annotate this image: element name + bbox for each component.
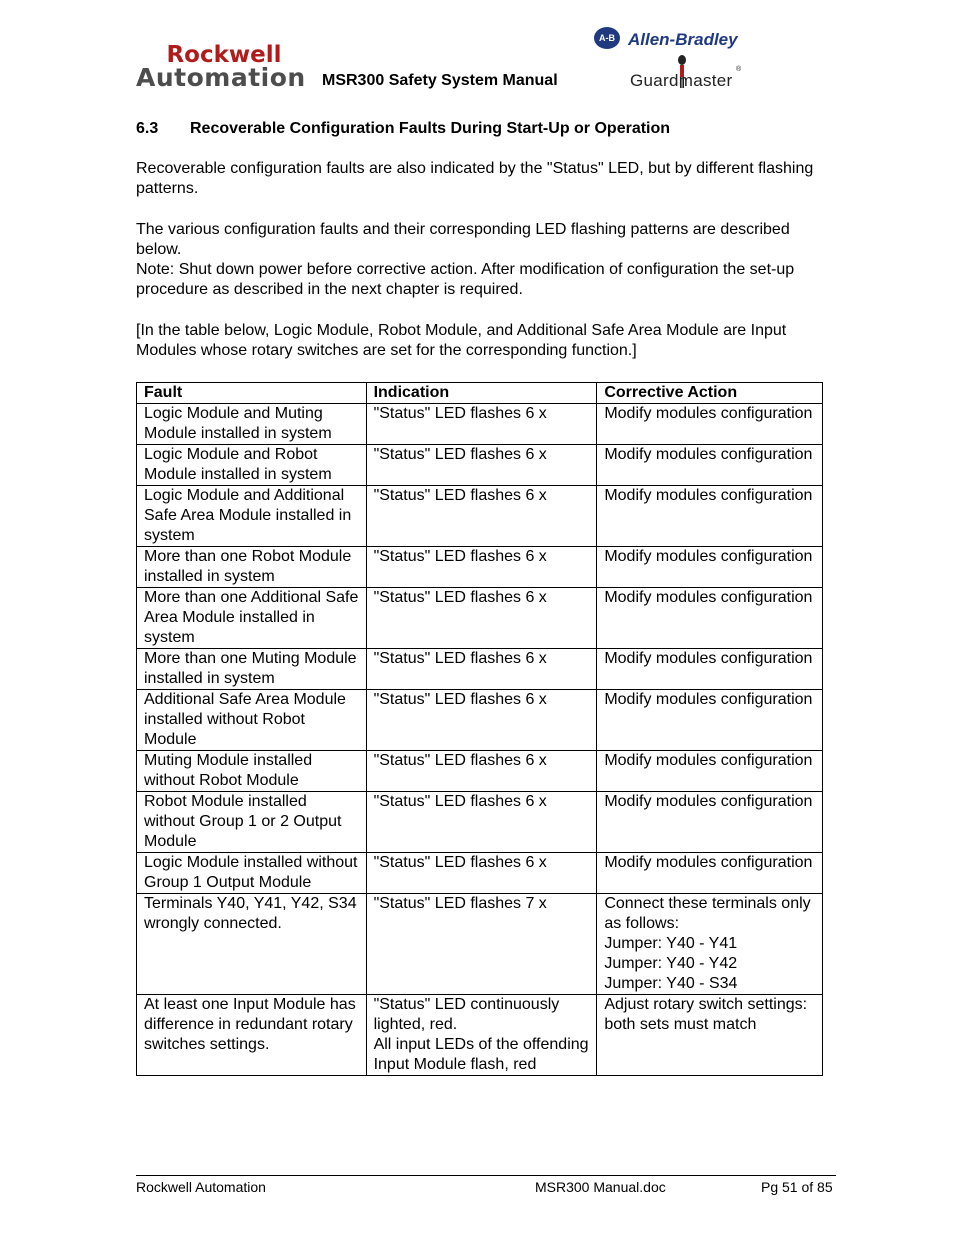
fault-cell: More than one Muting Module installed in system (137, 649, 367, 690)
column-header-indication: Indication (366, 383, 597, 404)
footer-divider (136, 1175, 836, 1176)
fault-table (136, 382, 823, 1076)
guardmaster-logo: Guardmaster (630, 71, 733, 90)
indication-cell: "Status" LED flashes 7 x (366, 894, 597, 995)
table-row (137, 547, 823, 588)
indication-cell: "Status" LED flashes 6 x (366, 445, 597, 486)
action-cell: Modify modules configuration (597, 588, 823, 649)
indication-cell: "Status" LED flashes 6 x (366, 853, 597, 894)
fault-cell: More than one Robot Module installed in system (137, 547, 367, 588)
action-cell: Modify modules configuration (597, 690, 823, 751)
table-row (137, 853, 823, 894)
section-number: 6.3 (136, 120, 159, 137)
indication-cell: "Status" LED flashes 6 x (366, 404, 597, 445)
indication-cell: "Status" LED flashes 6 x (366, 690, 597, 751)
allen-bradley-badge-icon: A-B (594, 27, 620, 49)
action-cell: Adjust rotary switch settings: both sets must match (597, 995, 823, 1076)
fault-cell: Robot Module installed without Group 1 or 2 Output Module (137, 792, 367, 853)
action-cell: Modify modules configuration (597, 649, 823, 690)
fault-cell: Logic Module and Additional Safe Area Module installed in system (137, 486, 367, 547)
action-cell: Modify modules configuration (597, 486, 823, 547)
table-header-row (137, 383, 823, 404)
indication-cell: "Status" LED flashes 6 x (366, 792, 597, 853)
indication-cell: "Status" LED flashes 6 x (366, 486, 597, 547)
column-header-fault: Fault (137, 383, 367, 404)
table-row (137, 792, 823, 853)
indication-cell: "Status" LED flashes 6 x (366, 649, 597, 690)
paragraph-note: Note: Shut down power before corrective action. After modification of configuration the set-up procedure as described in the next chapter is required. (136, 261, 795, 298)
action-cell: Modify modules configuration (597, 445, 823, 486)
table-row (137, 404, 823, 445)
action-cell: Modify modules configuration (597, 404, 823, 445)
action-cell: Modify modules configuration (597, 547, 823, 588)
fault-cell: At least one Input Module has difference in redundant rotary switches settings. (137, 995, 367, 1076)
indication-cell: "Status" LED flashes 6 x (366, 588, 597, 649)
section-title: Recoverable Configuration Faults During Start-Up or Operation (190, 120, 671, 137)
fault-cell: More than one Additional Safe Area Module installed in system (137, 588, 367, 649)
table-row (137, 690, 823, 751)
paragraph-table-explanation: [In the table below, Logic Module, Robot Module, and Additional Safe Area Module are Input Modules whose rotary switches are set for the corresponding function.] (136, 322, 787, 359)
registered-mark: ® (736, 66, 742, 73)
fault-cell: Logic Module installed without Group 1 Output Module (137, 853, 367, 894)
indication-cell: "Status" LED continuously lighted, red. All input LEDs of the offending Input Module flash, red (366, 995, 597, 1076)
indication-cell: "Status" LED flashes 6 x (366, 547, 597, 588)
action-cell: Modify modules configuration (597, 792, 823, 853)
table-row (137, 751, 823, 792)
fault-cell: Terminals Y40, Y41, Y42, S34 wrongly connected. (137, 894, 367, 995)
fault-cell: Logic Module and Muting Module installed in system (137, 404, 367, 445)
indication-cell: "Status" LED flashes 6 x (366, 751, 597, 792)
fault-cell: Muting Module installed without Robot Module (137, 751, 367, 792)
footer-page-number: Pg 51 of 85 (761, 1179, 833, 1195)
column-header-corrective-action: Corrective Action (597, 383, 823, 404)
action-cell: Connect these terminals only as follows: Jumper: Y40 - Y41 Jumper: Y40 - Y42 Jumper: Y40 - S34 (597, 894, 823, 995)
section-heading (136, 120, 670, 138)
paragraph-intro: Recoverable configuration faults are also indicated by the "Status" LED, but by different flashing patterns. (136, 160, 814, 197)
table-row (137, 649, 823, 690)
table-row (137, 894, 823, 995)
footer-filename: MSR300 Manual.doc (535, 1179, 666, 1195)
fault-cell: Additional Safe Area Module installed without Robot Module (137, 690, 367, 751)
paragraph-description: The various configuration faults and their corresponding LED flashing patterns are described below. (136, 221, 790, 258)
table-row (137, 486, 823, 547)
table-row (137, 995, 823, 1076)
document-title: MSR300 Safety System Manual (322, 72, 558, 89)
fault-cell: Logic Module and Robot Module installed in system (137, 445, 367, 486)
action-cell: Modify modules configuration (597, 751, 823, 792)
allen-bradley-logo: Allen-Bradley (628, 30, 738, 49)
rockwell-logo-line1: Rockwell (166, 42, 282, 68)
rockwell-logo-line2: Automation (136, 63, 306, 92)
table-row (137, 445, 823, 486)
footer-company: Rockwell Automation (136, 1179, 266, 1195)
action-cell: Modify modules configuration (597, 853, 823, 894)
table-row (137, 588, 823, 649)
